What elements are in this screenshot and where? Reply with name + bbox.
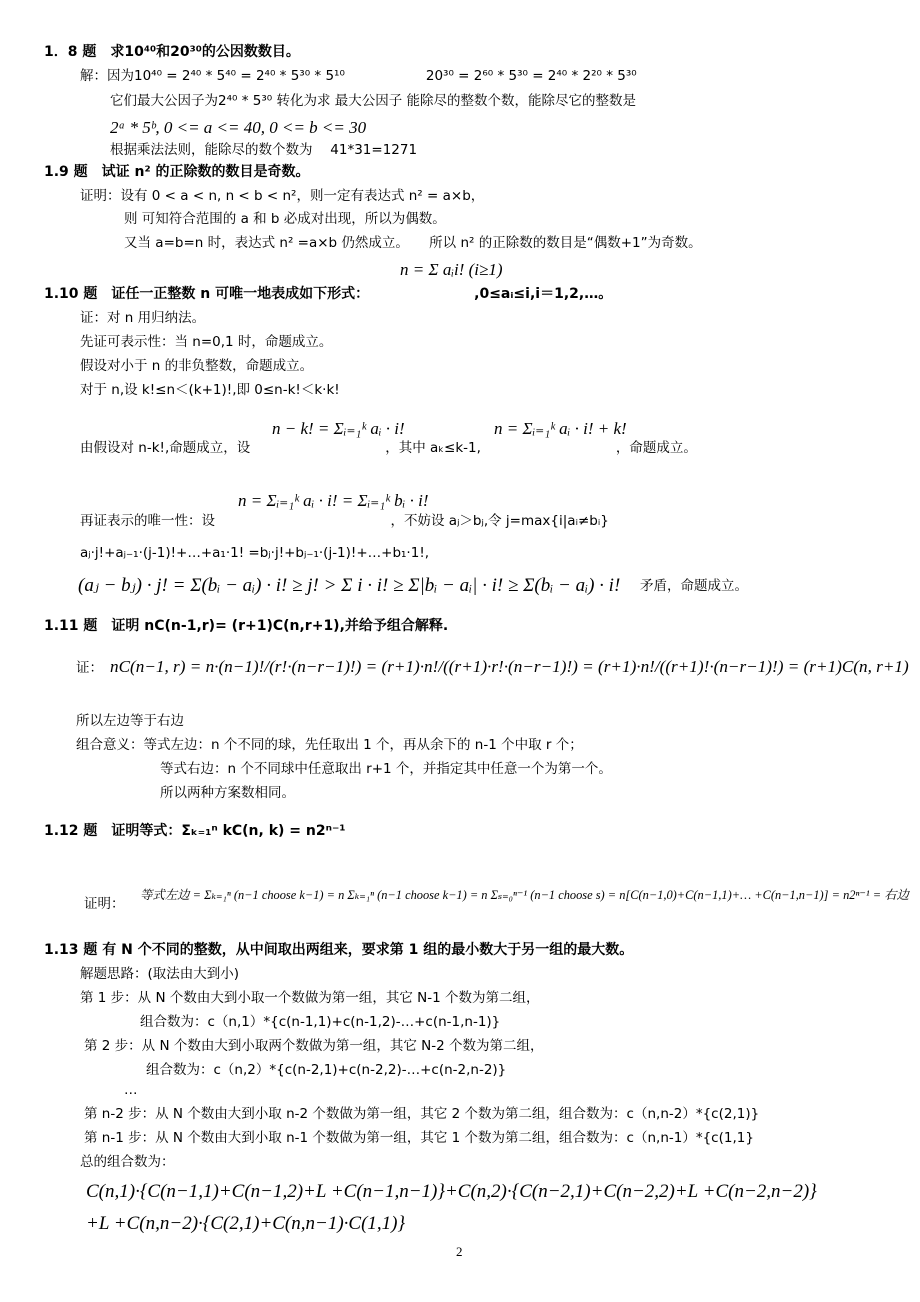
text-line: 由假设对 n-k!,命题成立，设 ，其中 aₖ≤k-1, ，命题成立。 bbox=[80, 440, 697, 456]
text-line: 组合意义：等式左边：n 个不同的球，先任取出 1 个，再从余下的 n-1 个中取 r 个； bbox=[76, 737, 583, 753]
text-line: 证： bbox=[76, 660, 103, 676]
text-line: 证明： bbox=[84, 896, 125, 912]
math-line: C(n,1)·{C(n−1,1)+C(n−1,2)+L +C(n−1,n−1)}+C(n,2)·{C(n−2,1)+C(n−2,2)+L +C(n−2,n−2)} bbox=[86, 1181, 817, 1202]
text-line: 则 可知符合范围的 a 和 b 必成对出现，所以为偶数。 bbox=[124, 211, 446, 227]
math-line: +L +C(n,n−2)·{C(2,1)+C(n,n−1)·C(1,1)} bbox=[86, 1213, 406, 1234]
text-line: 组合数为：c（n,2）*{c(n-2,1)+c(n-2,2)-…+c(n-2,n-2)} bbox=[146, 1062, 507, 1078]
text-line: 解：因为10⁴⁰ = 2⁴⁰ * 5⁴⁰ = 2⁴⁰ * 5³⁰ * 5¹⁰ 20³⁰ = 2⁶⁰ * 5³⁰ = 2⁴⁰ * 2²⁰ * 5³⁰ bbox=[80, 68, 637, 84]
text-line: 矛盾，命题成立。 bbox=[640, 578, 748, 594]
text-line: 它们最大公因子为2⁴⁰ * 5³⁰ 转化为求 最大公因子 能除尽的整数个数，能除尽它的整数是 bbox=[110, 93, 637, 109]
text-line: 等式右边：n 个不同球中任意取出 r+1 个，并指定其中任意一个为第一个。 bbox=[160, 761, 612, 777]
text-line: … bbox=[124, 1082, 138, 1098]
text-line: 根据乘法法则，能除尽的数个数为 41*31=1271 bbox=[110, 142, 418, 158]
text-line: 对于 n,设 k!≤n＜(k+1)!,即 0≤n-k!＜k·k! bbox=[80, 382, 340, 398]
math-line: 2ᵃ * 5ᵇ, 0 <= a <= 40, 0 <= b <= 30 bbox=[110, 118, 367, 137]
text-line: 证明：设有 0 < a < n, n < b < n²，则一定有表达式 n² = a×b， bbox=[80, 188, 485, 204]
text-line: 证：对 n 用归纳法。 bbox=[80, 310, 206, 326]
text-line: 总的组合数为： bbox=[80, 1154, 175, 1170]
text-line: 第 1 步：从 N 个数由大到小取一个数做为第一组，其它 N-1 个数为第二组， bbox=[80, 990, 540, 1006]
problem-heading: 1.9 题 试证 n² 的正除数的数目是奇数。 bbox=[44, 164, 310, 180]
text-line: 又当 a=b=n 时，表达式 n² =a×b 仍然成立。 所以 n² 的正除数的数目是“偶数+1”为奇数。 bbox=[124, 235, 702, 251]
text-line: 再证表示的唯一性：设 ，不妨设 aⱼ＞bⱼ,令 j=max{i|aᵢ≠bᵢ} bbox=[80, 513, 609, 529]
page-number: 2 bbox=[456, 1244, 463, 1259]
math-line: 等式左边 = Σₖ₌₁ⁿ (n−1 choose k−1) = n Σₖ₌₁ⁿ (n−1 choose k−1) = n Σₛ₌₀ⁿ⁻¹ (n−1 choose s) = n[C(n−1,0)+C(n−1,1)+… +C(n−1,n−1)] = n2ⁿ⁻¹ = 右边 bbox=[140, 888, 909, 902]
math-line: n = Σᵢ₌₁ᵏ aᵢ · i! = Σᵢ₌₁ᵏ bᵢ · i! bbox=[238, 491, 429, 510]
text-line: 第 n-2 步：从 N 个数由大到小取 n-2 个数做为第一组，其它 2 个数为第二组，组合数为：c（n,n-2）*{c(2,1)} bbox=[84, 1106, 760, 1122]
problem-heading: 1.11 题 证明 nC(n-1,r)= (r+1)C(n,r+1),并给予组合解释. bbox=[44, 618, 449, 634]
text-line: 所以两种方案数相同。 bbox=[160, 785, 295, 801]
text-line: 第 n-1 步：从 N 个数由大到小取 n-1 个数做为第一组，其它 1 个数为第二组，组合数为：c（n,n-1）*{c(1,1} bbox=[84, 1130, 754, 1146]
text-line: 先证可表示性：当 n=0,1 时，命题成立。 bbox=[80, 334, 333, 350]
math-line: n − k! = Σᵢ₌₁ᵏ aᵢ · i! bbox=[272, 419, 405, 438]
math-line: nC(n−1, r) = n·(n−1)!/(r!·(n−r−1)!) = (r+1)·n!/((r+1)·r!·(n−r−1)!) = (r+1)·n!/((r+1)!·(n−r−1)!) = (r+1)C(n, r+1) bbox=[110, 657, 909, 676]
math-line: n = Σ aᵢi! (i≥1) bbox=[400, 260, 503, 279]
text-line: 第 2 步：从 N 个数由大到小取两个数做为第一组，其它 N-2 个数为第二组， bbox=[84, 1038, 544, 1054]
problem-heading: 1.10 题 证任一正整数 n 可唯一地表成如下形式： ,0≤aᵢ≤i,i＝1,2,…。 bbox=[44, 286, 613, 302]
problem-heading: 1.13 题 有 N 个不同的整数，从中间取出两组来，要求第 1 组的最小数大于另一组的最大数。 bbox=[44, 942, 634, 958]
text-line: 所以左边等于右边 bbox=[76, 713, 184, 729]
math-line: (aⱼ − bⱼ) · j! = Σ(bᵢ − aᵢ) · i! ≥ j! > Σ i · i! ≥ Σ|bᵢ − aᵢ| · i! ≥ Σ(bᵢ − aᵢ) · i! bbox=[78, 575, 621, 596]
text-line: 假设对小于 n 的非负整数，命题成立。 bbox=[80, 358, 314, 374]
problem-heading: 1.12 题 证明等式：Σₖ₌₁ⁿ kC(n, k) = n2ⁿ⁻¹ bbox=[44, 823, 346, 839]
text-line: aⱼ·j!+aⱼ₋₁·(j-1)!+…+a₁·1! =bⱼ·j!+bⱼ₋₁·(j-1)!+…+b₁·1!, bbox=[80, 545, 430, 561]
text-line: 组合数为：c（n,1）*{c(n-1,1)+c(n-1,2)-…+c(n-1,n-1)} bbox=[140, 1014, 501, 1030]
text-line: 解题思路：(取法由大到小) bbox=[80, 966, 240, 982]
math-line: n = Σᵢ₌₁ᵏ aᵢ · i! + k! bbox=[494, 419, 627, 438]
problem-heading: 1．8 题 求10⁴⁰和20³⁰的公因数数目。 bbox=[44, 44, 300, 60]
